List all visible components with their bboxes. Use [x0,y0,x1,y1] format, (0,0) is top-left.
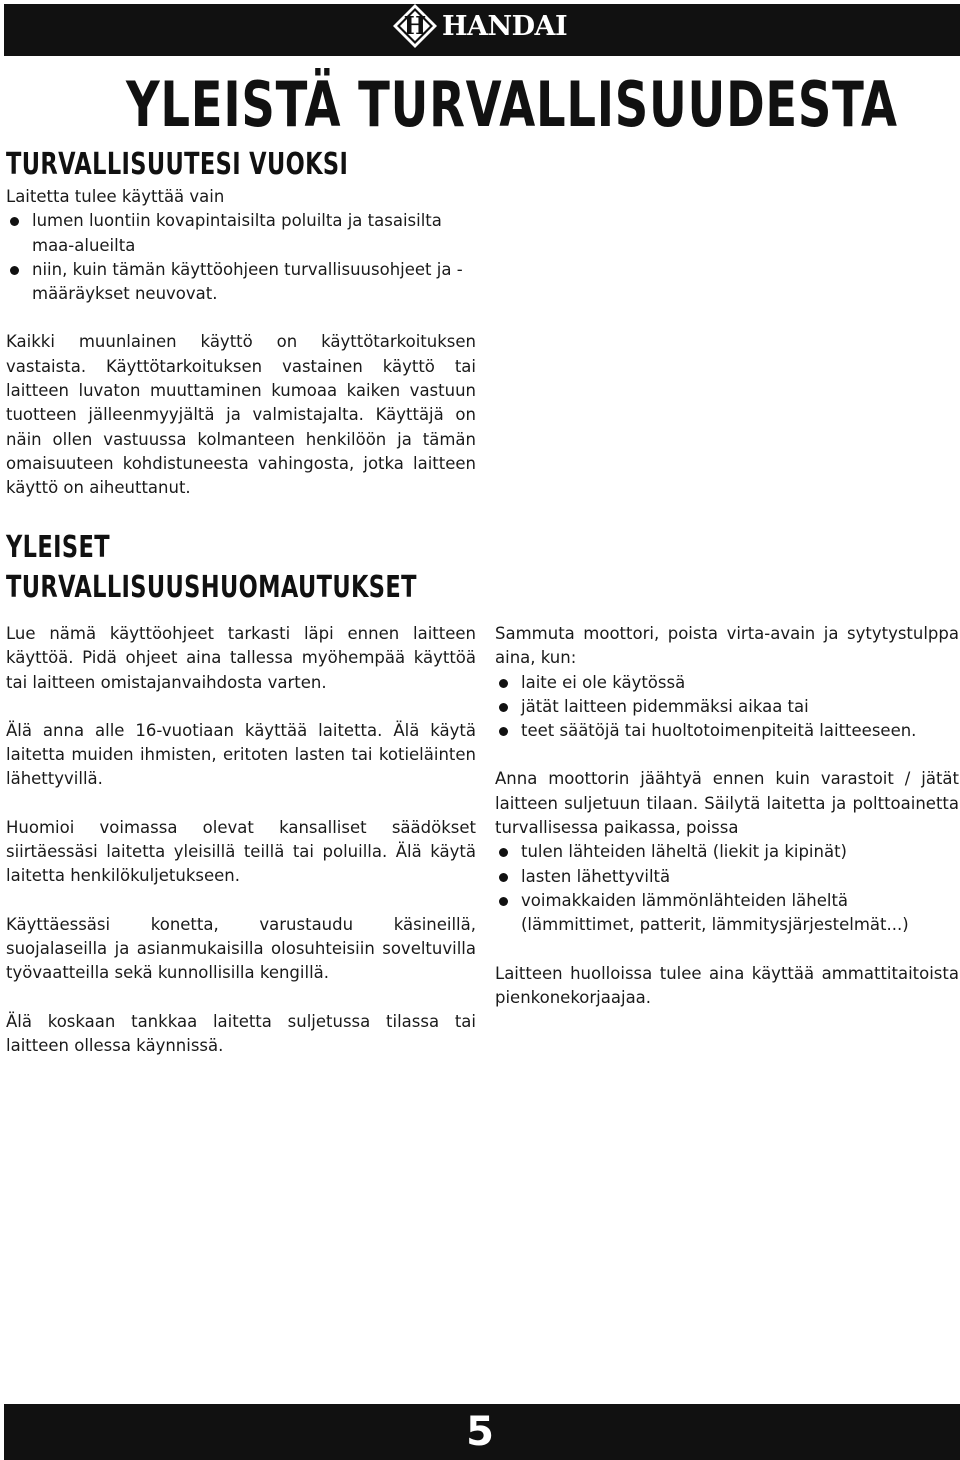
brand-name: HANDAI [442,10,568,42]
bullet-icon [499,703,508,712]
bullet-icon [10,266,19,275]
bullet-text: laite ei ole käytössä [521,672,686,692]
bullet-icon [499,848,508,857]
section-title-general-line2: TURVALLISUUSHUOMAUTUKSET [6,570,417,605]
paragraph: Lue nämä käyttöohjeet tarkasti läpi ennen laitteen käyttöä. Pidä ohjeet aina tallessa myöhempää käyttöä tai laitteen omistajanvaihdosta varten. [6,624,476,692]
section-title-safety: TURVALLISUUTESI VUOKSI [6,147,349,182]
page-number: 5 [466,1409,494,1455]
bullet-icon [499,727,508,736]
list-item [495,889,959,938]
shutdown-intro: Sammuta moottori, poista virta-avain ja sytytystulppa aina, kun: [495,624,959,668]
bullet-icon [499,897,508,906]
bullet-icon [10,217,19,226]
diamond-logo-icon [392,3,438,49]
paragraph: Älä koskaan tankkaa laitetta suljetussa tilassa tai laitteen ollessa käynnissä. [6,1011,476,1055]
brand-logo [392,3,567,49]
svg-text:H: H [403,11,427,40]
storage-bullet-list [495,840,959,937]
section2-left-column [6,622,476,1082]
bullet-text: lumen luontiin kovapintaisilta poluilta ja tasaisilta maa-alueilta [32,211,442,255]
list-item [495,865,959,889]
bullet-text: voimakkaiden lämmönlähteiden läheltä (lämmittimet, patterit, lämmitysjärjestelmät...) [521,890,909,935]
maintenance-paragraph: Laitteen huolloissa tulee aina käyttää ammattitaitoista pienkonekorjaajaa. [495,963,959,1007]
list-item [495,695,959,719]
bullet-text: teet säätöjä tai huoltotoimenpiteitä laitteeseen. [521,721,917,741]
bullet-text: tulen lähteiden läheltä (liekit ja kipinät) [521,842,847,862]
bullet-text: jätät laitteen pidemmäksi aikaa tai [521,696,809,716]
page-title: YLEISTÄ TURVALLISUUDESTA [126,68,898,141]
list-item [495,840,959,864]
list-item [6,258,476,307]
section1-bullet-list [6,209,476,306]
storage-intro: Anna moottorin jäähtyä ennen kuin varastoit / jätät laitteen suljetuun tilaan. Säilytä laitetta ja polttoainetta turvallisessa paikassa, poissa [495,769,959,838]
bullet-icon [499,873,508,882]
section1-intro: Laitetta tulee käyttää vain [6,187,225,206]
section-title-general-line1: YLEISET [6,530,110,565]
paragraph: Älä anna alle 16-vuotiaan käyttää laitetta. Älä käytä laitetta muiden ihmisten, eritoten lasten tai kotieläinten lähettyvillä. [6,720,476,789]
bullet-text: lasten lähettyviltä [521,866,671,886]
bullet-text: niin, kuin tämän käyttöohjeen turvallisuusohjeet ja -määräykset neuvovat. [32,259,463,304]
section1-body [6,185,486,501]
paragraph: Huomioi voimassa olevat kansalliset säädökset siirtäessäsi laitetta yleisillä teillä tai poluilla. Älä käytä laitetta henkilökuljetukseen. [6,817,476,886]
section1-paragraph: Kaikki muunlainen käyttö on käyttötarkoituksen vastaista. Käyttötarkoituksen vastainen käyttö tai laitteen luvaton muuttaminen kumoaa kaiken vastuun tuotteen jälleenmyyjältä ja valmistajalta. Käyttäjä on näin ollen vastuussa kolmanteen henkilöön ja tämän omaisuuteen kohdistuneesta vahingosta, jotka laitteen käyttö on aiheuttanut. [6,332,476,498]
shutdown-bullet-list [495,671,959,744]
list-item [495,671,959,695]
paragraph: Käyttäessäsi konetta, varustaudu käsineillä, suojalaseilla ja asianmukaisilla olosuhteisiin soveltuvilla työvaatteilla sekä kunnollisilla kengillä. [6,914,476,983]
bullet-icon [499,679,508,688]
list-item [495,719,959,743]
list-item [6,209,476,258]
section2-right-column [495,622,959,1010]
